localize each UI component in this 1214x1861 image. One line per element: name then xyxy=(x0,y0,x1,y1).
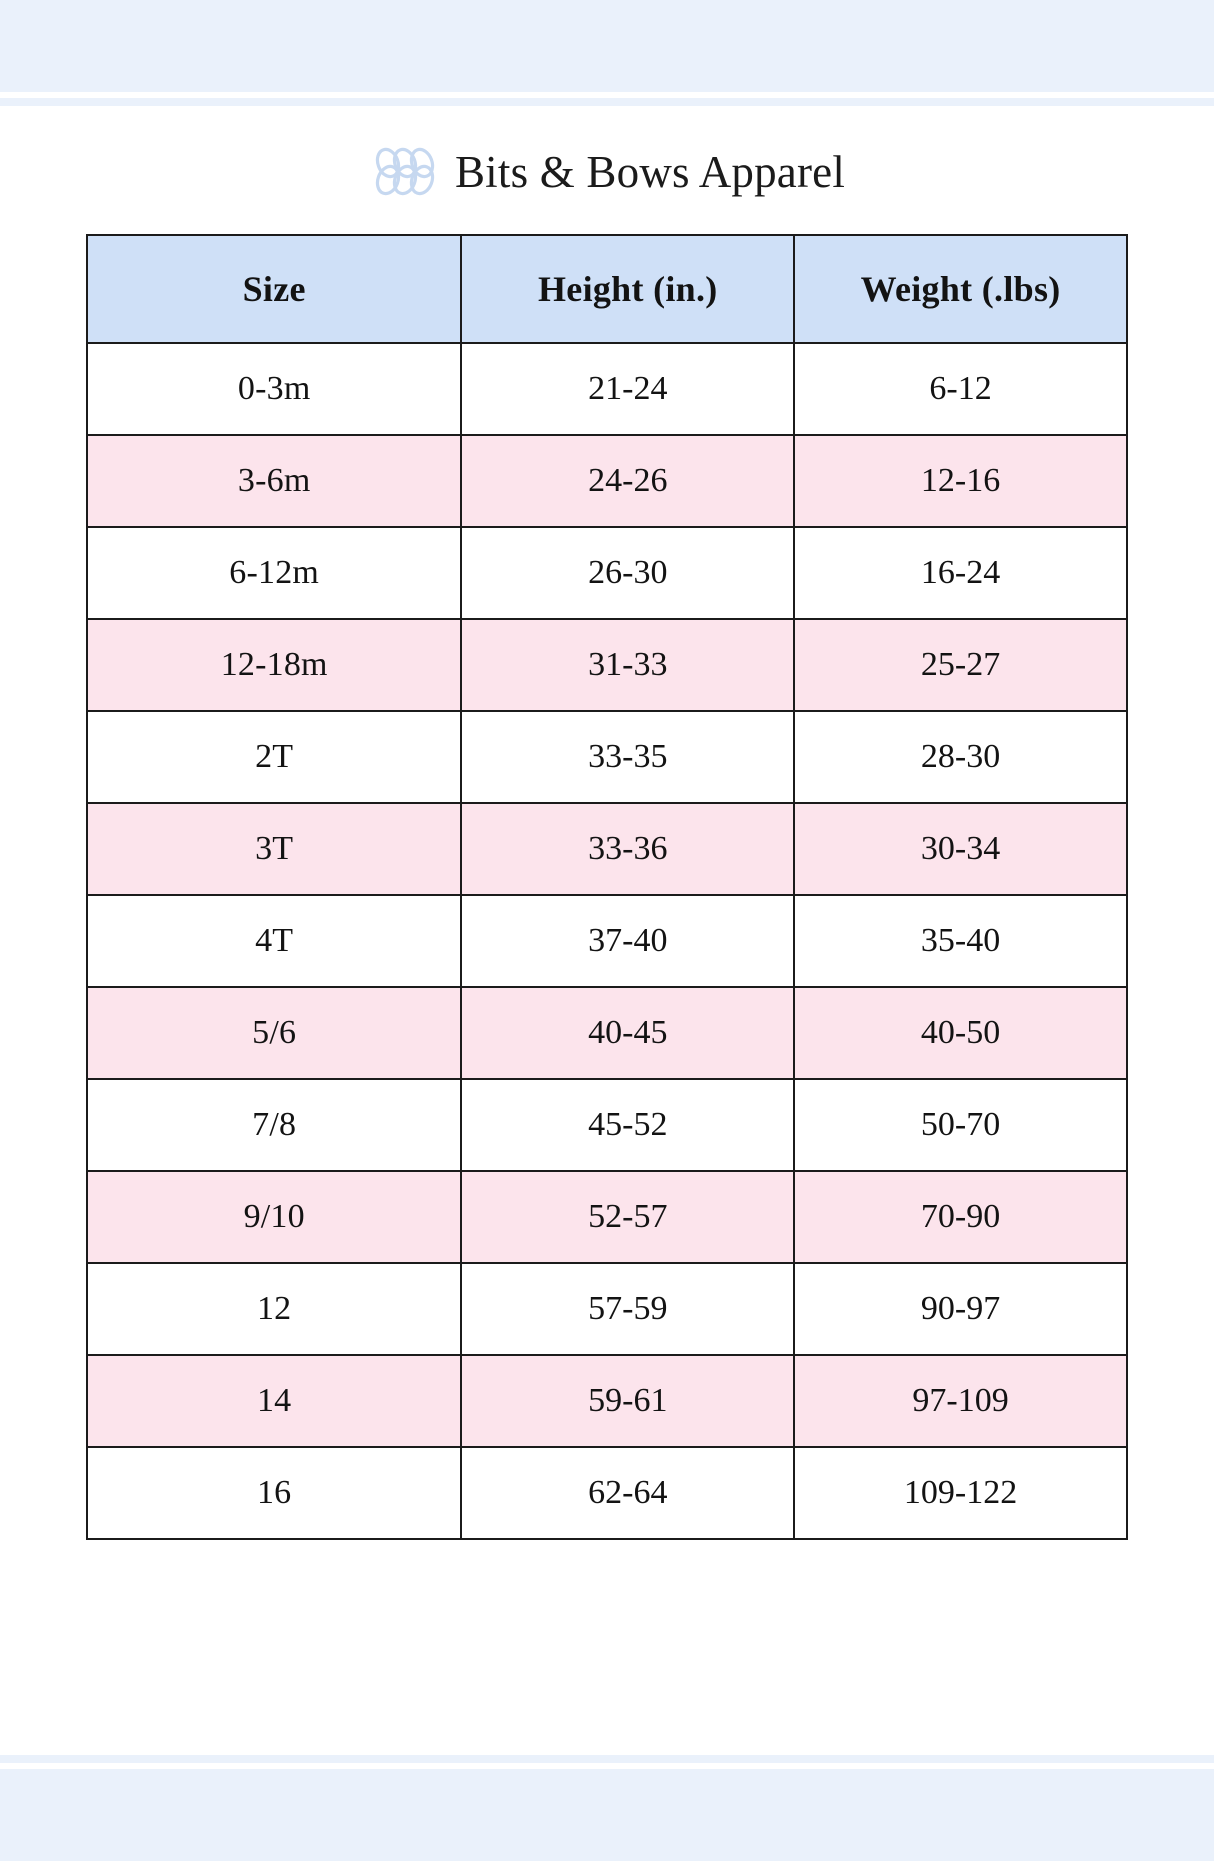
cell-height: 33-36 xyxy=(461,803,794,895)
cell-height: 52-57 xyxy=(461,1171,794,1263)
cell-size: 14 xyxy=(87,1355,461,1447)
cell-weight: 35-40 xyxy=(794,895,1127,987)
cell-weight: 50-70 xyxy=(794,1079,1127,1171)
table-header xyxy=(87,235,1127,343)
table-row xyxy=(87,1171,1127,1263)
table-row xyxy=(87,527,1127,619)
table-row xyxy=(87,1079,1127,1171)
cell-height: 59-61 xyxy=(461,1355,794,1447)
cell-height: 24-26 xyxy=(461,435,794,527)
table-row xyxy=(87,435,1127,527)
size-chart-table xyxy=(86,234,1128,1540)
cell-size: 3T xyxy=(87,803,461,895)
cell-weight: 70-90 xyxy=(794,1171,1127,1263)
cell-weight: 16-24 xyxy=(794,527,1127,619)
double-bow-loops-icon xyxy=(369,146,439,198)
column-header-height: Height (in.) xyxy=(461,235,794,343)
size-chart-table-wrapper xyxy=(86,234,1128,1540)
table-row xyxy=(87,1355,1127,1447)
cell-size: 4T xyxy=(87,895,461,987)
cell-height: 45-52 xyxy=(461,1079,794,1171)
cell-height: 21-24 xyxy=(461,343,794,435)
bottom-band xyxy=(0,1769,1214,1861)
cell-height: 57-59 xyxy=(461,1263,794,1355)
cell-size: 12 xyxy=(87,1263,461,1355)
cell-weight: 28-30 xyxy=(794,711,1127,803)
cell-height: 31-33 xyxy=(461,619,794,711)
document-content xyxy=(0,106,1214,1755)
table-row xyxy=(87,711,1127,803)
column-header-weight: Weight (.lbs) xyxy=(794,235,1127,343)
table-row xyxy=(87,1263,1127,1355)
cell-weight: 90-97 xyxy=(794,1263,1127,1355)
table-row xyxy=(87,343,1127,435)
cell-size: 3-6m xyxy=(87,435,461,527)
column-header-size: Size xyxy=(87,235,461,343)
cell-size: 16 xyxy=(87,1447,461,1539)
cell-weight: 6-12 xyxy=(794,343,1127,435)
cell-size: 12-18m xyxy=(87,619,461,711)
cell-weight: 12-16 xyxy=(794,435,1127,527)
top-band xyxy=(0,0,1214,92)
cell-size: 0-3m xyxy=(87,343,461,435)
cell-height: 26-30 xyxy=(461,527,794,619)
brand-title: Bits & Bows Apparel xyxy=(454,147,846,197)
table-row xyxy=(87,895,1127,987)
cell-weight: 97-109 xyxy=(794,1355,1127,1447)
top-accent-line xyxy=(0,98,1214,106)
table-row xyxy=(87,987,1127,1079)
cell-weight: 109-122 xyxy=(794,1447,1127,1539)
cell-height: 40-45 xyxy=(461,987,794,1079)
cell-size: 5/6 xyxy=(87,987,461,1079)
cell-weight: 40-50 xyxy=(794,987,1127,1079)
cell-size: 6-12m xyxy=(87,527,461,619)
table-row xyxy=(87,1447,1127,1539)
cell-height: 37-40 xyxy=(461,895,794,987)
table-header-row xyxy=(87,235,1127,343)
cell-weight: 25-27 xyxy=(794,619,1127,711)
cell-size: 9/10 xyxy=(87,1171,461,1263)
cell-weight: 30-34 xyxy=(794,803,1127,895)
table-row xyxy=(87,619,1127,711)
cell-height: 62-64 xyxy=(461,1447,794,1539)
cell-size: 2T xyxy=(87,711,461,803)
cell-size: 7/8 xyxy=(87,1079,461,1171)
table-body xyxy=(87,343,1127,1539)
brand-header xyxy=(0,124,1214,220)
cell-height: 33-35 xyxy=(461,711,794,803)
table-row xyxy=(87,803,1127,895)
bottom-accent-line xyxy=(0,1755,1214,1763)
